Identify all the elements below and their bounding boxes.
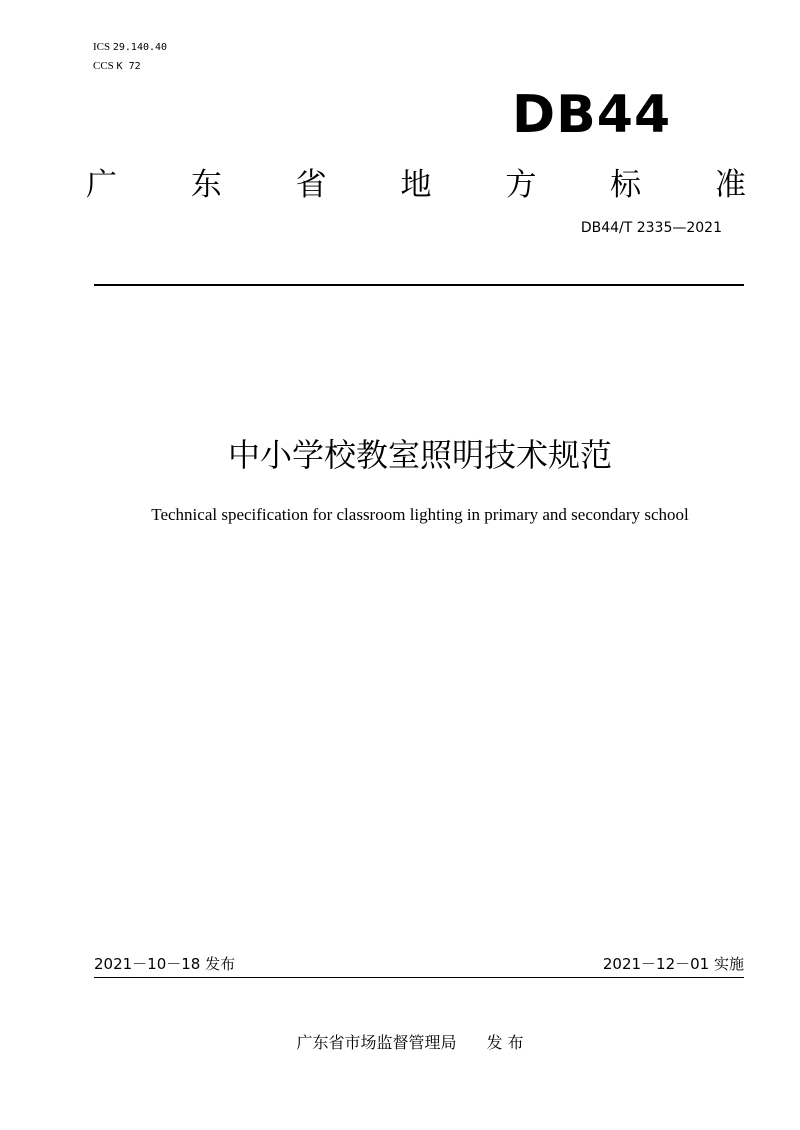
standard-type-char: 广 (86, 167, 117, 203)
issuer-action: 发 布 (486, 1033, 524, 1052)
ccs-code (93, 59, 141, 74)
document-title-cn: 中小学校教室照明技术规范 (227, 436, 612, 474)
standard-type-char: 省 (295, 167, 327, 203)
standard-type-char: 东 (190, 167, 222, 203)
standard-type-char: 方 (505, 167, 537, 203)
issuer-name: 广东省市场监督管理局 (296, 1033, 457, 1052)
implementation-date: 2021－12－01 实施 (602, 955, 744, 973)
ics-value: 29.140.40 (112, 42, 168, 53)
standard-type-char: 标 (610, 167, 642, 203)
standard-type-char: 地 (400, 167, 432, 203)
ccs-label: CCS (93, 60, 114, 72)
footer-divider (94, 977, 744, 978)
issue-date: 2021－10－18 发布 (94, 955, 236, 973)
issuer (0, 1032, 800, 1054)
standard-type (86, 164, 746, 206)
standard-type-char: 准 (714, 167, 746, 203)
ics-code (93, 40, 167, 55)
standard-number: DB44/T 2335—2021 (580, 220, 722, 236)
document-title-en: Technical specification for classroom lighting in primary and secondary school (151, 505, 689, 524)
db44-logo: DB44 (512, 85, 672, 145)
ics-label: ICS (93, 41, 111, 53)
header-divider (94, 284, 744, 286)
ccs-value: K 72 (116, 61, 141, 72)
